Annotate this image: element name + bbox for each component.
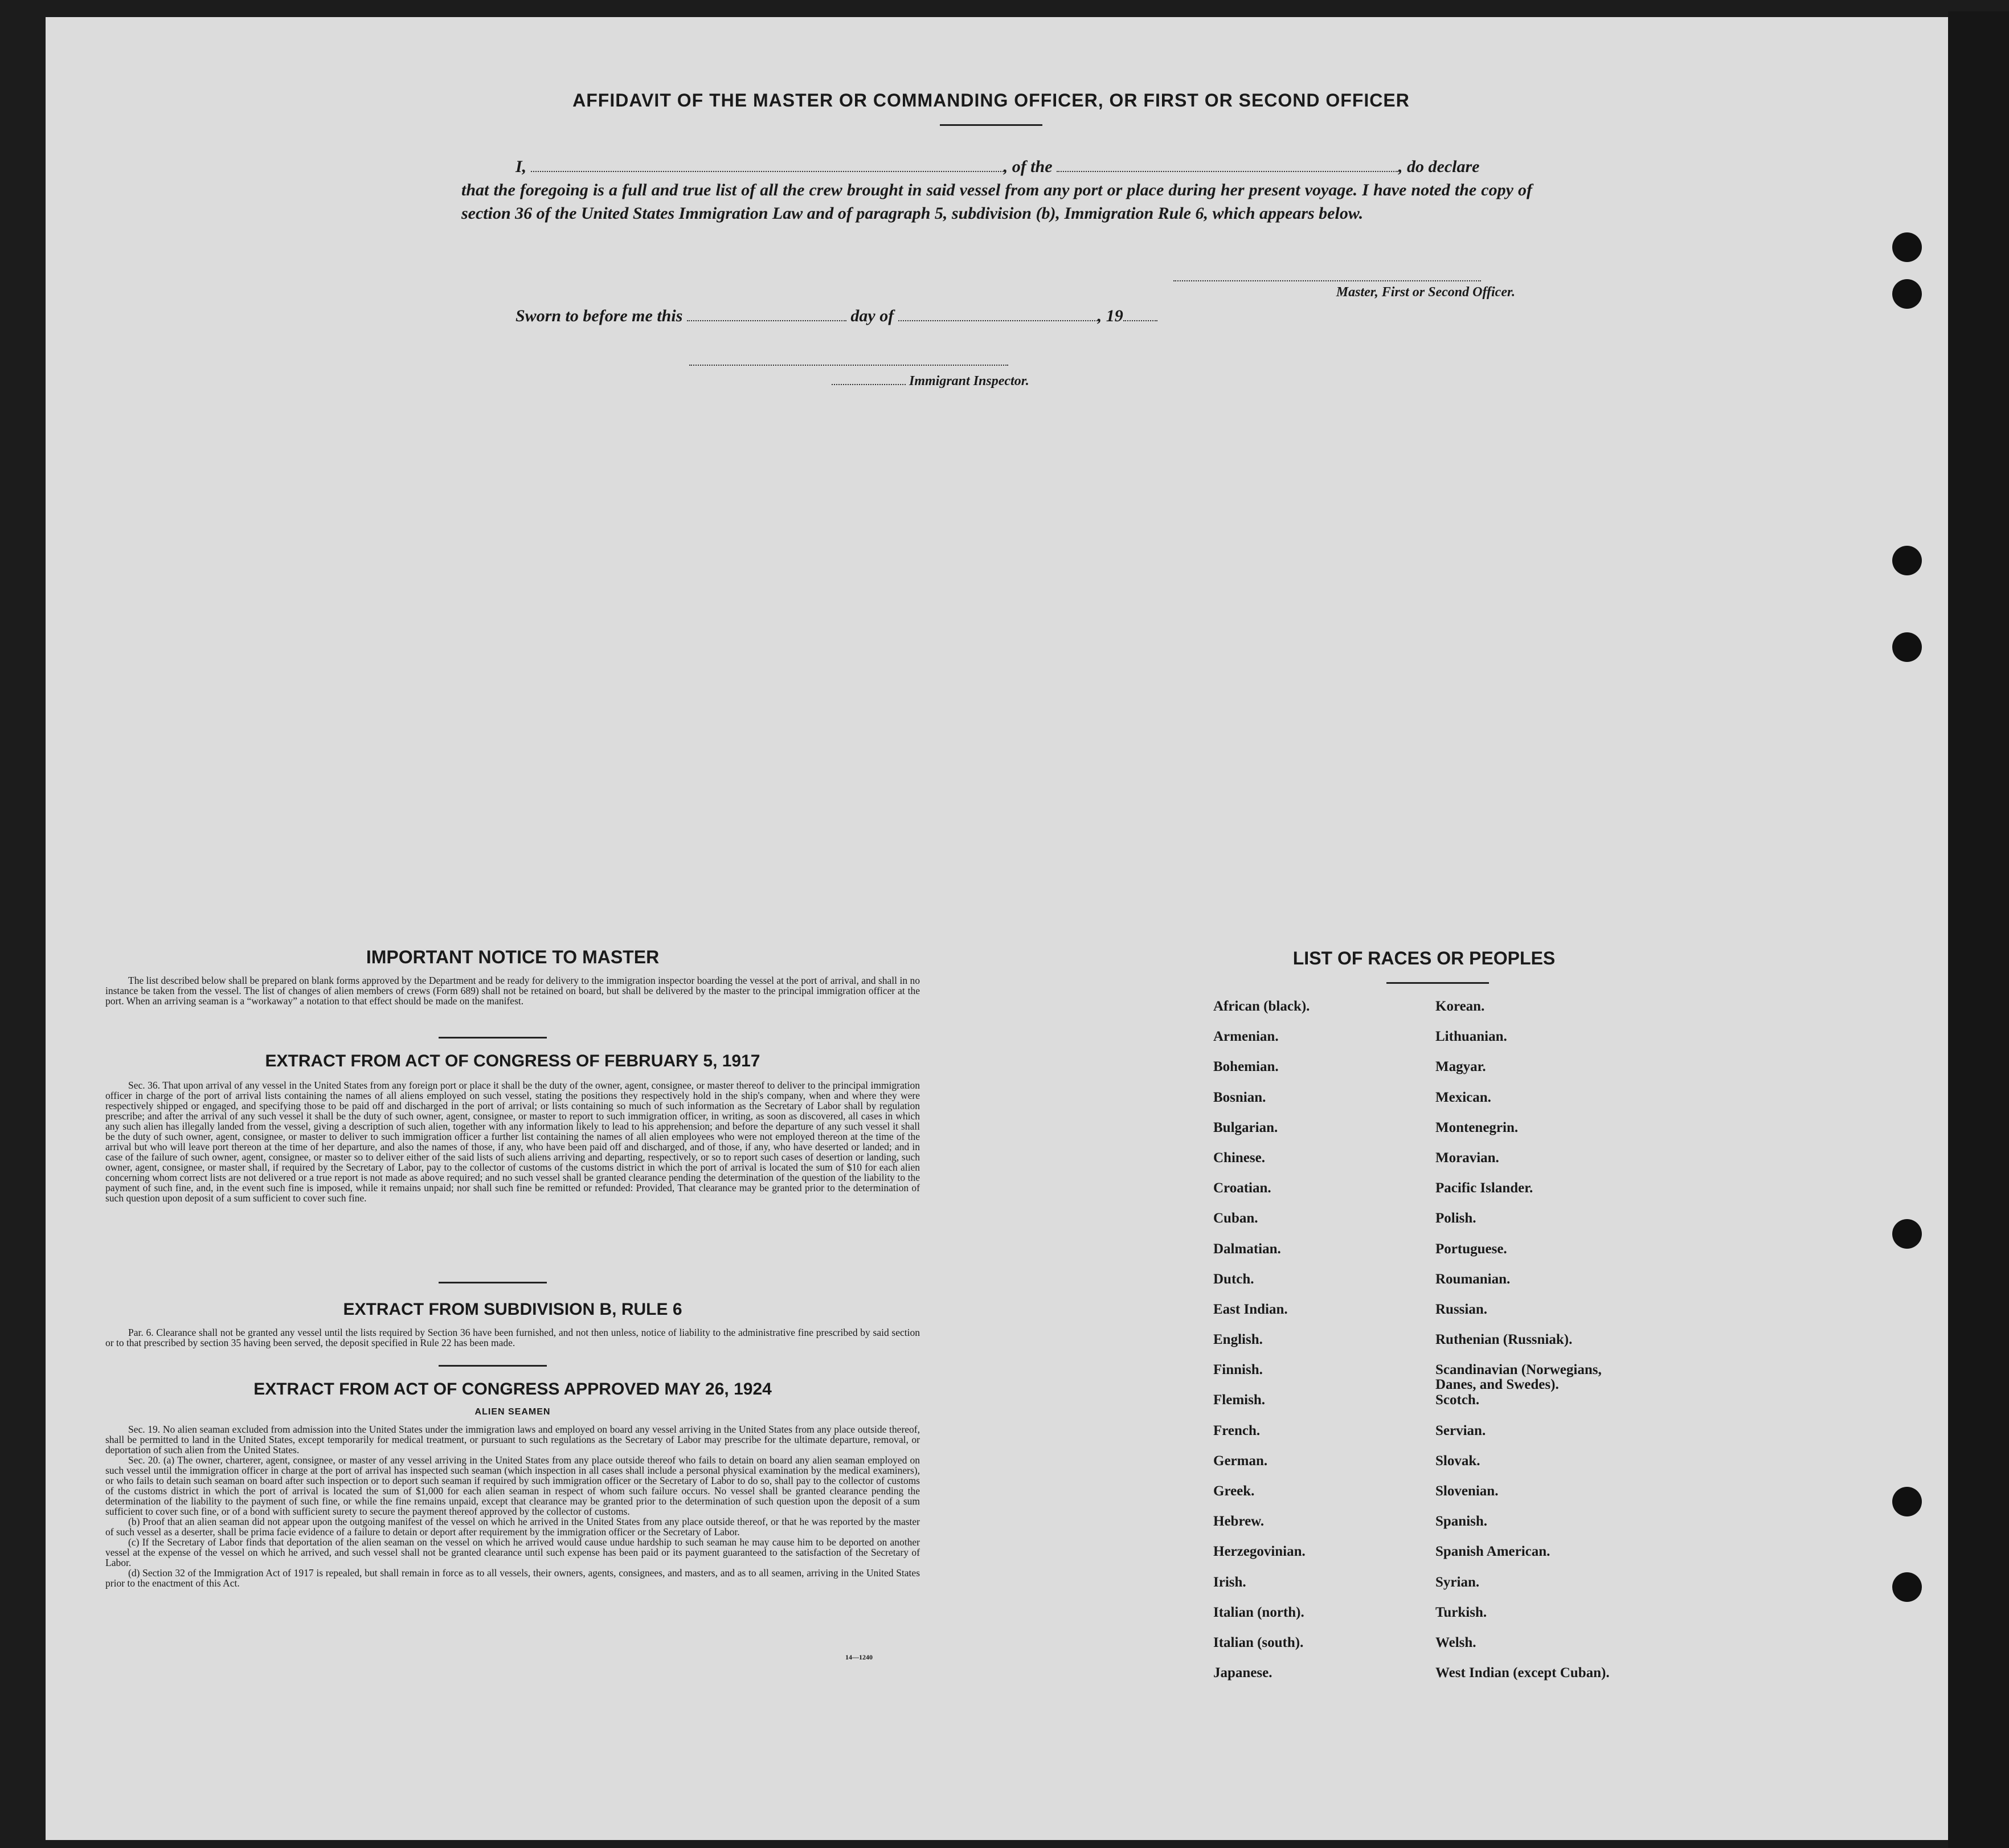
affidavit-of-the: , of the [1003, 157, 1053, 176]
master-signature-line [1173, 280, 1481, 281]
race-item: Flemish. [1213, 1392, 1265, 1408]
section-divider [439, 1282, 547, 1283]
race-item: Scandinavian (Norwegians, Danes, and Swedes). [1435, 1362, 1602, 1393]
punch-hole-icon [1892, 546, 1922, 575]
affidavit-statement-text: that the foregoing is a full and true list of all the crew brought in said vessel from any port or place during her present voyage. I have noted the copy of section 36 of the United States Immigration Law and of paragraph 5, subdivision (b), Immigration Rule 6, which appears below. [461, 181, 1532, 223]
section-divider [439, 1037, 547, 1039]
races-right-column [1435, 999, 1629, 1696]
races-divider [1386, 982, 1489, 984]
race-item: Slovak. [1435, 1453, 1480, 1469]
race-item: Greek. [1213, 1483, 1255, 1499]
race-item: Dutch. [1213, 1271, 1254, 1287]
race-item: Dalmatian. [1213, 1241, 1281, 1257]
extract-rule6-paragraph: Par. 6. Clearance shall not be granted any vessel until the lists required by Section 36 have been furnished, and not then unless, notice of liability to the administrative fine prescribed by said section or to that prescribed by section 35 having been served, the deposit specified in Rule 22 has been made. [105, 1327, 920, 1348]
sworn-day-blank [687, 320, 846, 321]
master-label: Master, First or Second Officer. [1336, 285, 1515, 300]
race-item: Magyar. [1435, 1059, 1486, 1075]
races-left-column [1213, 999, 1310, 1696]
race-item: Irish. [1213, 1574, 1246, 1590]
race-item: Scotch. [1435, 1392, 1480, 1408]
scan-edge [1948, 11, 2009, 1848]
notice-paragraph: The list described below shall be prepared on blank forms approved by the Department and be ready for delivery to the immigration inspector boarding the vessel at the port of arrival, and shall in no instance be taken from the vessel. The list of changes of alien members of crews (Form 689) shall not be retained on board, but shall be delivered by the master to the principal immigration officer at the port. When an arriving seaman is a “workaway” a notation to that effect should be made on the manifest. [105, 975, 920, 1007]
vessel-blank [1057, 170, 1398, 172]
race-item: German. [1213, 1453, 1268, 1469]
extract-1924-paragraph: (b) Proof that an alien seaman did not appear upon the outgoing manifest of the vessel on which he arrived in the United States from any place outside thereof, or that he was reported by the master of such vessel as a deserter, shall be prima facie evidence of a failure to detain or deport after requirement by the immigration officer or the Secretary of Labor. [105, 1516, 920, 1538]
inspector-dots [832, 383, 906, 385]
sworn-prefix: Sworn to before me this [515, 306, 683, 325]
race-item: Spanish American. [1435, 1544, 1550, 1560]
race-item: Syrian. [1435, 1574, 1480, 1590]
race-item: Ruthenian (Russniak). [1435, 1332, 1573, 1348]
extract-1924-paragraph: (c) If the Secretary of Labor finds that deportation of the alien seaman on the vessel on which he arrived would cause undue hardship to such seaman he may cause him to be deported on another vessel at the expense of the vessel on which he arrived, and such vessel shall not be granted clearance until such expense has been paid or its payment guaranteed to the satisfaction of the Secretary of Labor. [105, 1536, 920, 1568]
race-item: Cuban. [1213, 1211, 1258, 1226]
race-item: Hebrew. [1213, 1514, 1265, 1530]
year-prefix: , 19 [1097, 306, 1123, 325]
race-item: African (black). [1213, 999, 1310, 1014]
race-item: English. [1213, 1332, 1263, 1348]
extract-1924-paragraph: Sec. 20. (a) The owner, charterer, agent, consignee, or master of any vessel arriving in the United States from any place outside thereof who fails to detain on board any alien seaman employed on such vessel until the immigration officer in charge at the port of arrival has inspected such seaman (which inspection in all cases shall include a personal physical examination by the medical examiners), or who fails to detain such seaman on board after such inspection or to deport such seaman if required by such immigration officer or the Secretary of Labor to do so, shall pay to the collector of customs of the customs district in which the port of arrival is located the sum of $1,000 for each alien seaman in respect of whom such failure occurs. No vessel shall be granted clearance pending the determination of the liability to the payment of such fine, or while the fine remains unpaid, except that clearance may be granted prior to the determination of such question upon the deposit of a sum sufficient to cover such fine, or of a bond with sufficient surety to secure the payment thereof approved by the collector of customs. [105, 1454, 920, 1517]
race-item: Bosnian. [1213, 1089, 1266, 1105]
inspector-signature-line [689, 365, 1008, 366]
race-item: Welsh. [1435, 1634, 1476, 1650]
inspector-label [832, 374, 1029, 389]
punch-hole-icon [1892, 632, 1922, 662]
punch-hole-icon [1892, 1572, 1922, 1602]
extract-1924-paragraph: (d) Section 32 of the Immigration Act of 1917 is repealed, but shall remain in force as to all vessels, their owners, agents, consignees, and masters, and as to all seamen, arriving in the United States prior to the enactment of this Act. [105, 1567, 920, 1589]
affidavit-title: AFFIDAVIT OF THE MASTER OR COMMANDING OFFICER, OR FIRST OR SECOND OFFICER [572, 90, 1410, 111]
race-item: Moravian. [1435, 1150, 1499, 1166]
extract-1924-paragraph: Sec. 19. No alien seaman excluded from admission into the United States under the immigration laws and employed on board any vessel arriving in the United States from any place outside thereof, shall be permitted to land in the United States, except temporarily for medical treatment, or pursuant to such regulations as the Secretary of Labor may prescribe for the ultimate departure, removal, or deportation of such alien from the United States. [105, 1424, 920, 1455]
race-item: Bulgarian. [1213, 1119, 1278, 1135]
race-item: Italian (north). [1213, 1604, 1304, 1620]
race-item: Spanish. [1435, 1514, 1488, 1530]
punch-hole-icon [1892, 279, 1922, 309]
race-item: West Indian (except Cuban). [1435, 1665, 1610, 1681]
notice-text [105, 975, 920, 1006]
name-blank [531, 170, 1004, 172]
race-item: Russian. [1435, 1301, 1488, 1317]
affidavit-i-prefix: I, [515, 157, 527, 176]
title-divider [940, 124, 1042, 126]
race-item: Croatian. [1213, 1180, 1271, 1196]
race-item: Servian. [1435, 1422, 1486, 1438]
race-item: Portuguese. [1435, 1241, 1507, 1257]
race-item: Polish. [1435, 1211, 1476, 1226]
affidavit-statement [461, 155, 1532, 225]
extract-1924-text [105, 1424, 920, 1588]
extract-1917-title: EXTRACT FROM ACT OF CONGRESS OF FEBRUARY 5, 1917 [265, 1052, 760, 1070]
race-item: French. [1213, 1422, 1261, 1438]
race-item: Korean. [1435, 999, 1485, 1014]
sworn-year-blank [1123, 320, 1157, 321]
race-item: Slovenian. [1435, 1483, 1499, 1499]
race-item: Herzegovinian. [1213, 1544, 1306, 1560]
form-number: 14—1240 [845, 1653, 873, 1661]
day-of-label: day of [850, 306, 894, 325]
race-item: Italian (south). [1213, 1634, 1304, 1650]
affidavit-do-declare: , do declare [1398, 157, 1480, 176]
race-item: Montenegrin. [1435, 1119, 1519, 1135]
inspector-label-text: Immigrant Inspector. [909, 374, 1029, 389]
extract-1924-title: EXTRACT FROM ACT OF CONGRESS APPROVED MAY 26, 1924 [253, 1380, 772, 1399]
race-item: Bohemian. [1213, 1059, 1279, 1075]
races-title: LIST OF RACES OR PEOPLES [1292, 948, 1556, 968]
sworn-line [515, 306, 1157, 326]
extract-rule6-title: EXTRACT FROM SUBDIVISION B, RULE 6 [343, 1300, 682, 1319]
extract-1917-text [105, 1080, 920, 1203]
sworn-month-blank [898, 320, 1098, 321]
race-item: Roumanian. [1435, 1271, 1511, 1287]
race-item: Turkish. [1435, 1604, 1487, 1620]
race-item: Mexican. [1435, 1089, 1491, 1105]
race-item: Armenian. [1213, 1029, 1279, 1045]
race-item: East Indian. [1213, 1301, 1288, 1317]
race-item: Japanese. [1213, 1665, 1272, 1681]
race-item: Chinese. [1213, 1150, 1265, 1166]
extract-rule6-text [105, 1327, 920, 1348]
notice-title: IMPORTANT NOTICE TO MASTER [366, 947, 660, 967]
race-item: Lithuanian. [1435, 1029, 1507, 1045]
punch-hole-icon [1892, 232, 1922, 262]
extract-1917-paragraph: Sec. 36. That upon arrival of any vessel in the United States from any foreign port or place it shall be the duty of the owner, agent, consignee, or master thereof to deliver to the principal immigration officer in charge of the port of arrival lists containing the names of all aliens employed on such vessel, stating the positions they respectively hold in the ship's company, when and where they were respectively shipped or engaged, and specifying those to be paid off and discharged in the port of arrival; or lists containing so much of such information as the Secretary of Labor shall by regulation prescribe; and after the arrival of any such vessel it shall be the duty of such owner, agent, consignee, or master to report to such immigration officer, in writing, as soon as discovered, all cases in which any such alien has illegally landed from the vessel, giving a description of such alien, together with any information likely to lead to his apprehension; and before the departure of any such vessel it shall be the duty of such owner, agent, consignee, or master to deliver to such immigration officer a further list containing the names of all alien employees who were not employed thereon at the time of the arrival but who will leave port thereon at the time of her departure, and also the names of those, if any, who have been paid off and discharged, and of those, if any, who have deserted or landed; and in case of the failure of such owner, agent, consignee, or master so to deliver either of the said lists of such aliens arriving and departing, respectively, or so to report such cases of desertion or landing, such owner, agent, consignee, or master shall, if required by the Secretary of Labor, pay to the collector of customs of the customs district in which the port of arrival is located the sum of $10 for each alien concerning whom correct lists are not delivered or a true report is not made as above required; and no such vessel shall be granted clearance pending the determination of the question of the liability to the payment of such fine, and, in the event such fine is imposed, while it remains unpaid; nor shall such fine be remitted or refunded: Provided, That clearance may be granted prior to the determination of such question upon deposit of a sum sufficient to cover such fine. [105, 1080, 920, 1204]
punch-hole-icon [1892, 1487, 1922, 1516]
section-divider [439, 1365, 547, 1367]
race-item: Pacific Islander. [1435, 1180, 1533, 1196]
extract-1924-subtitle: ALIEN SEAMEN [474, 1407, 551, 1417]
race-item: Finnish. [1213, 1362, 1263, 1378]
punch-hole-icon [1892, 1219, 1922, 1249]
